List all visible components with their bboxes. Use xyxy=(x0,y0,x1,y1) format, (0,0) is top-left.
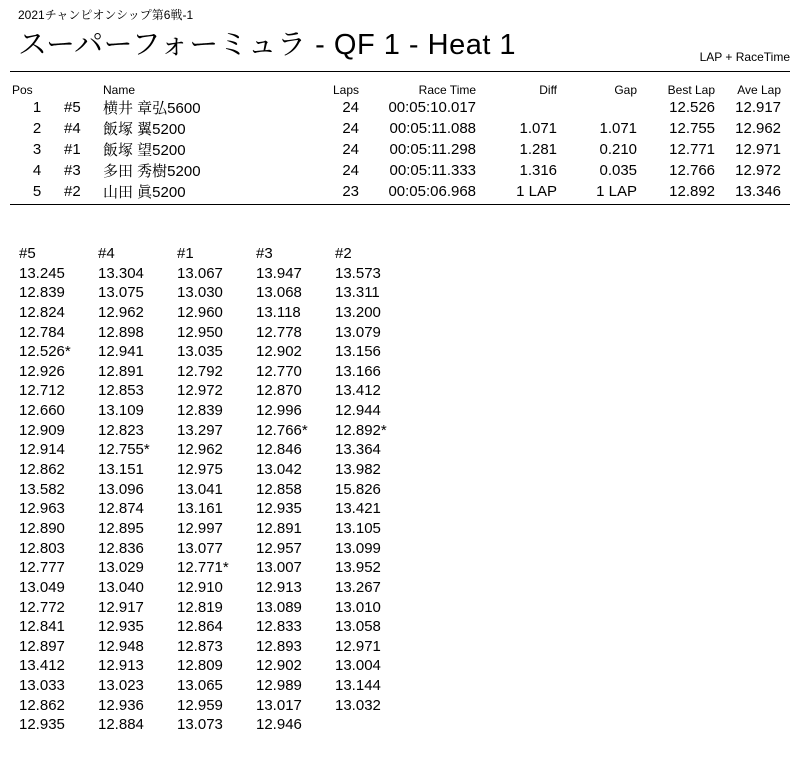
lap-time: 12.895 xyxy=(98,519,144,537)
lap-time: 13.144 xyxy=(335,677,381,695)
lap-time: 12.975 xyxy=(177,461,223,479)
lap-time: 12.873 xyxy=(177,637,223,655)
lap-time: 12.902 xyxy=(256,657,302,675)
lap-time: 12.870 xyxy=(256,382,302,400)
lap-time: 12.819 xyxy=(177,598,223,616)
lap-time: 12.936 xyxy=(98,696,144,714)
cell-car-number: #5 xyxy=(64,99,81,116)
lap-time: 13.304 xyxy=(98,264,144,282)
results-body xyxy=(10,97,781,202)
lap-time: 12.858 xyxy=(256,480,302,498)
lap-time: 12.770 xyxy=(256,362,302,380)
cell-race-time: 00:05:11.333 xyxy=(389,162,477,179)
lap-time: 13.065 xyxy=(177,677,223,695)
cell-driver-name: 横井 章弘5600 xyxy=(103,100,201,117)
lap-time: 13.573 xyxy=(335,264,381,282)
cell-gap: 1.071 xyxy=(599,120,638,137)
col-race-time: Race Time xyxy=(418,83,477,97)
lap-time: 12.913 xyxy=(98,657,144,675)
lap-time: 13.267 xyxy=(335,578,381,596)
cell-ave-lap: 13.346 xyxy=(735,183,782,200)
lap-time: 13.033 xyxy=(19,677,65,695)
cell-pos: 1 xyxy=(32,99,42,116)
lap-time: 13.010 xyxy=(335,598,381,616)
cell-car-number: #2 xyxy=(64,183,81,200)
result-row xyxy=(10,181,781,202)
lap-time: 12.935 xyxy=(19,716,65,734)
cell-pos: 4 xyxy=(32,162,42,179)
cell-gap: 1 LAP xyxy=(596,183,638,200)
cell-gap: 0.210 xyxy=(599,141,638,158)
lap-time: 12.772 xyxy=(19,598,65,616)
cell-lap-count: 24 xyxy=(342,99,360,116)
lap-time: 12.771* xyxy=(177,559,229,577)
lap-time: 13.049 xyxy=(19,578,65,596)
lap-time: 13.200 xyxy=(335,303,381,321)
lap-time: 13.068 xyxy=(256,284,302,302)
lap-time: 12.960 xyxy=(177,303,223,321)
lap-column-header: #3 xyxy=(256,245,273,262)
lap-time: 12.891 xyxy=(256,519,302,537)
lap-time: 13.151 xyxy=(98,461,144,479)
lap-time: 12.997 xyxy=(177,519,223,537)
lap-time: 13.007 xyxy=(256,559,302,577)
lap-time: 13.004 xyxy=(335,657,381,675)
lap-time: 12.959 xyxy=(177,696,223,714)
cell-best-lap: 12.766 xyxy=(669,162,716,179)
col-pos: Pos xyxy=(12,83,33,97)
lap-time: 13.079 xyxy=(335,323,381,341)
lap-time: 12.962 xyxy=(98,303,144,321)
lap-time: 12.841 xyxy=(19,618,65,636)
cell-diff: 1.281 xyxy=(519,141,558,158)
lap-time: 12.910 xyxy=(177,578,223,596)
lap-time: 12.839 xyxy=(177,402,223,420)
lap-time: 13.030 xyxy=(177,284,223,302)
col-laps: Laps xyxy=(333,83,360,97)
lap-column-header: #5 xyxy=(19,245,36,262)
col-best-lap: Best Lap xyxy=(667,83,716,97)
lap-time: 12.950 xyxy=(177,323,223,341)
lap-time: 12.891 xyxy=(98,362,144,380)
format-label: LAP + RaceTime xyxy=(699,50,790,64)
lap-time: 12.989 xyxy=(256,677,302,695)
lap-time: 13.156 xyxy=(335,343,381,361)
cell-driver-name: 多田 秀樹5200 xyxy=(103,163,201,180)
lap-time: 12.862 xyxy=(19,461,65,479)
cell-lap-count: 23 xyxy=(342,183,360,200)
lap-time: 12.853 xyxy=(98,382,144,400)
cell-car-number: #4 xyxy=(64,120,81,137)
cell-driver-name: 山田 眞5200 xyxy=(103,184,186,201)
lap-time: 12.755* xyxy=(98,441,150,459)
cell-car-number: #3 xyxy=(64,162,81,179)
lap-time: 12.526* xyxy=(19,343,71,361)
lap-time: 12.957 xyxy=(256,539,302,557)
lap-column xyxy=(335,244,387,715)
result-row xyxy=(10,97,781,118)
cell-diff: 1.071 xyxy=(519,120,558,137)
lap-time: 12.792 xyxy=(177,362,223,380)
lap-time: 12.660 xyxy=(19,402,65,420)
lap-column xyxy=(19,244,71,735)
result-row xyxy=(10,160,781,181)
lap-time: 12.846 xyxy=(256,441,302,459)
lap-time: 12.917 xyxy=(98,598,144,616)
cell-diff: 1 LAP xyxy=(516,183,558,200)
lap-column-header: #1 xyxy=(177,245,194,262)
lap-time: 13.412 xyxy=(335,382,381,400)
cell-pos: 5 xyxy=(32,183,42,200)
lap-time: 13.099 xyxy=(335,539,381,557)
lap-time: 15.826 xyxy=(335,480,381,498)
lap-time: 13.364 xyxy=(335,441,381,459)
lap-time: 12.909 xyxy=(19,421,65,439)
cell-pos: 2 xyxy=(32,120,42,137)
lap-time: 13.245 xyxy=(19,264,65,282)
lap-time: 12.824 xyxy=(19,303,65,321)
lap-time: 12.971 xyxy=(335,637,381,655)
lap-time: 13.075 xyxy=(98,284,144,302)
lap-time: 12.935 xyxy=(98,618,144,636)
cell-lap-count: 24 xyxy=(342,162,360,179)
col-gap: Gap xyxy=(614,83,638,97)
lap-time: 12.972 xyxy=(177,382,223,400)
lap-time: 12.884 xyxy=(98,716,144,734)
lap-time: 12.948 xyxy=(98,637,144,655)
lap-time: 12.874 xyxy=(98,500,144,518)
lap-time: 13.023 xyxy=(98,677,144,695)
lap-time: 13.035 xyxy=(177,343,223,361)
lap-time: 12.946 xyxy=(256,716,302,734)
lap-time: 12.898 xyxy=(98,323,144,341)
lap-time: 12.944 xyxy=(335,402,381,420)
lap-time: 13.040 xyxy=(98,578,144,596)
lap-time: 12.913 xyxy=(256,578,302,596)
lap-time: 13.161 xyxy=(177,500,223,518)
lap-time: 12.839 xyxy=(19,284,65,302)
col-name: Name xyxy=(103,83,136,97)
lap-time: 13.073 xyxy=(177,716,223,734)
cell-lap-count: 24 xyxy=(342,120,360,137)
cell-diff: 1.316 xyxy=(519,162,558,179)
lap-time: 12.836 xyxy=(98,539,144,557)
lap-time: 13.412 xyxy=(19,657,65,675)
lap-time: 12.926 xyxy=(19,362,65,380)
lap-time: 13.982 xyxy=(335,461,381,479)
lap-time: 13.067 xyxy=(177,264,223,282)
lap-column-header: #4 xyxy=(98,245,115,262)
lap-column xyxy=(98,244,150,735)
cell-best-lap: 12.755 xyxy=(669,120,716,137)
lap-time: 12.803 xyxy=(19,539,65,557)
lap-time: 13.058 xyxy=(335,618,381,636)
lap-column xyxy=(177,244,229,735)
cell-ave-lap: 12.917 xyxy=(735,99,782,116)
lap-time: 13.166 xyxy=(335,362,381,380)
cell-race-time: 00:05:10.017 xyxy=(388,99,477,116)
lap-time: 12.712 xyxy=(19,382,65,400)
lap-time: 12.941 xyxy=(98,343,144,361)
lap-time: 12.897 xyxy=(19,637,65,655)
lap-time: 12.890 xyxy=(19,519,65,537)
lap-time: 12.766* xyxy=(256,421,308,439)
lap-time: 13.042 xyxy=(256,461,302,479)
lap-time: 13.096 xyxy=(98,480,144,498)
results-table xyxy=(10,83,781,202)
result-row xyxy=(10,139,781,160)
event-subtitle: 2021チャンピオンシップ第6戦-1 xyxy=(18,8,194,22)
lap-time: 12.893 xyxy=(256,637,302,655)
col-number xyxy=(64,83,103,97)
cell-best-lap: 12.526 xyxy=(669,99,716,116)
cell-ave-lap: 12.962 xyxy=(735,120,782,137)
divider-top xyxy=(10,71,790,72)
col-ave-lap: Ave Lap xyxy=(737,83,782,97)
results-header-row xyxy=(10,83,781,97)
cell-race-time: 00:05:06.968 xyxy=(388,183,477,200)
lap-time: 13.311 xyxy=(335,284,380,302)
lap-time: 12.823 xyxy=(98,421,144,439)
result-row xyxy=(10,118,781,139)
cell-car-number: #1 xyxy=(64,141,81,158)
cell-ave-lap: 12.972 xyxy=(735,162,782,179)
lap-time: 12.962 xyxy=(177,441,223,459)
lap-time: 12.996 xyxy=(256,402,302,420)
lap-time: 13.947 xyxy=(256,264,302,282)
page-title: スーパーフォーミュラ - QF 1 - Heat 1 xyxy=(18,29,517,61)
cell-lap-count: 24 xyxy=(342,141,360,158)
lap-time: 12.963 xyxy=(19,500,65,518)
lap-time: 13.017 xyxy=(256,696,302,714)
lap-time: 13.032 xyxy=(335,696,381,714)
lap-time: 12.777 xyxy=(19,559,65,577)
lap-time: 12.778 xyxy=(256,323,302,341)
lap-time: 13.118 xyxy=(256,303,301,321)
cell-ave-lap: 12.971 xyxy=(735,141,782,158)
cell-pos: 3 xyxy=(32,141,42,158)
lap-time: 12.864 xyxy=(177,618,223,636)
cell-race-time: 00:05:11.298 xyxy=(389,141,477,158)
cell-gap: 0.035 xyxy=(599,162,638,179)
lap-time: 12.914 xyxy=(19,441,65,459)
col-diff: Diff xyxy=(539,83,558,97)
cell-driver-name: 飯塚 望5200 xyxy=(103,142,186,159)
lap-time: 12.784 xyxy=(19,323,65,341)
lap-time: 13.041 xyxy=(177,480,223,498)
divider-bottom xyxy=(10,204,790,205)
lap-time: 12.902 xyxy=(256,343,302,361)
lap-time: 12.892* xyxy=(335,421,387,439)
cell-best-lap: 12.771 xyxy=(669,141,716,158)
cell-diff xyxy=(476,97,557,118)
lap-column-header: #2 xyxy=(335,245,352,262)
lap-time: 12.935 xyxy=(256,500,302,518)
lap-time: 13.029 xyxy=(98,559,144,577)
lap-time: 13.077 xyxy=(177,539,223,557)
lap-time: 13.105 xyxy=(335,519,381,537)
cell-gap xyxy=(557,97,637,118)
lap-time: 13.297 xyxy=(177,421,223,439)
lap-time: 12.862 xyxy=(19,696,65,714)
lap-time: 13.109 xyxy=(98,402,144,420)
lap-time: 13.582 xyxy=(19,480,65,498)
lap-time: 13.421 xyxy=(335,500,381,518)
lap-time: 13.952 xyxy=(335,559,381,577)
lap-column xyxy=(256,244,308,735)
cell-best-lap: 12.892 xyxy=(669,183,716,200)
lap-time: 13.089 xyxy=(256,598,302,616)
lap-time: 12.833 xyxy=(256,618,302,636)
cell-driver-name: 飯塚 翼5200 xyxy=(103,121,186,138)
lap-time: 12.809 xyxy=(177,657,223,675)
cell-race-time: 00:05:11.088 xyxy=(389,120,477,137)
